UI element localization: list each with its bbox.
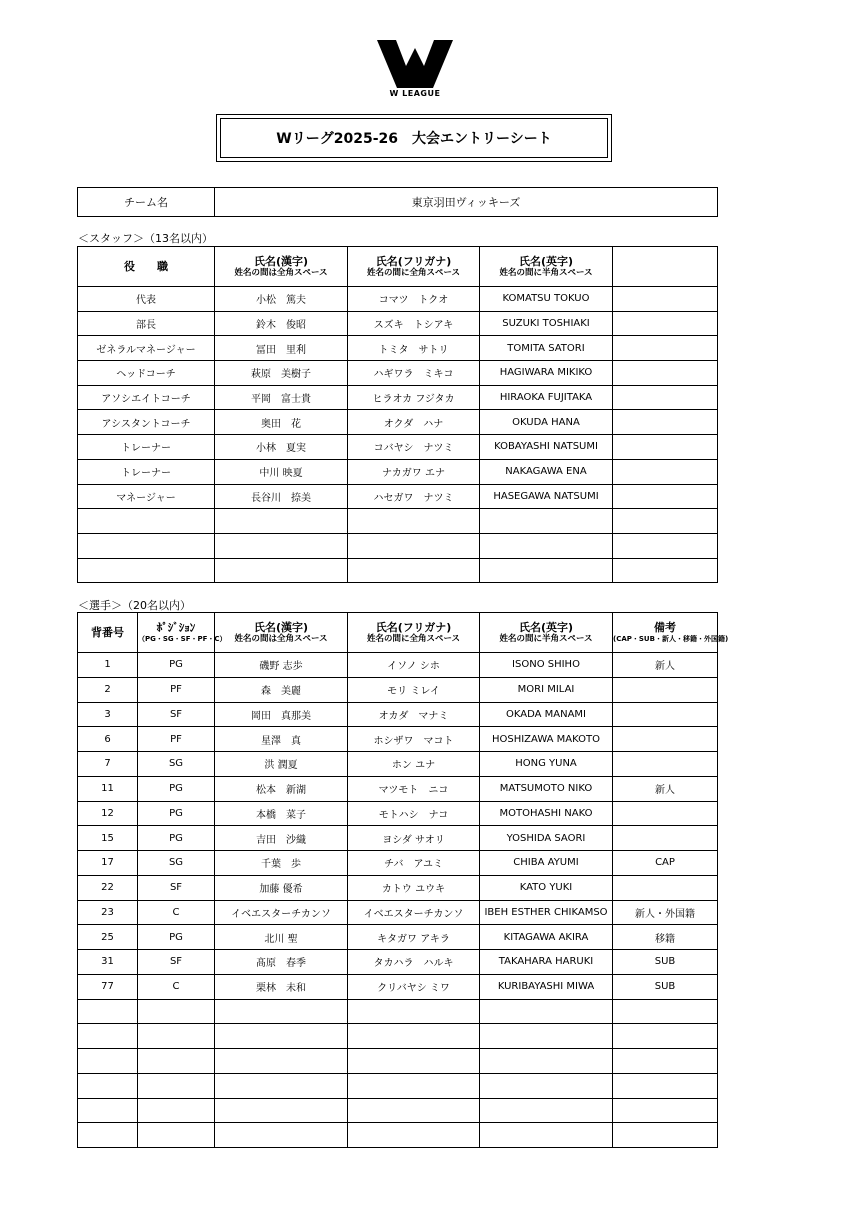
player-remarks: 新人・外国籍 (613, 900, 718, 925)
staff-row (78, 287, 718, 312)
player-number: 23 (78, 900, 138, 925)
player-name-kana: マツモト ニコ (348, 776, 480, 801)
staff-name-english (480, 509, 613, 534)
player-row (78, 1024, 718, 1049)
player-name-english (480, 1024, 613, 1049)
header-remarks: 備考 (CAP・SUB・新人・移籍・外国籍) (613, 613, 718, 653)
staff-extra (613, 435, 718, 460)
staff-name-kanji (215, 509, 348, 534)
player-position (138, 1049, 215, 1074)
staff-name-english: OKUDA HANA (480, 410, 613, 435)
header-kanji: 氏名(漢字) 姓名の間は全角スペース (215, 247, 348, 287)
header-position: ﾎﾟｼﾞｼｮﾝ （PG・SG・SF・PF・C） (138, 613, 215, 653)
header-kanji: 氏名(漢字) 姓名の間は全角スペース (215, 613, 348, 653)
staff-role (78, 558, 215, 583)
player-name-kanji: 北川 聖 (215, 925, 348, 950)
player-remarks (613, 875, 718, 900)
player-remarks: 新人 (613, 776, 718, 801)
player-name-kana: カトウ ユウキ (348, 875, 480, 900)
player-remarks (613, 1049, 718, 1074)
player-position: SF (138, 702, 215, 727)
staff-name-english (480, 533, 613, 558)
staff-extra (613, 311, 718, 336)
player-name-kana (348, 1098, 480, 1123)
player-row (78, 752, 718, 777)
staff-extra (613, 336, 718, 361)
player-row (78, 900, 718, 925)
staff-role: トレーナー (78, 435, 215, 460)
player-name-kana (348, 1024, 480, 1049)
header-number: 背番号 (78, 613, 138, 653)
player-name-kanji (215, 999, 348, 1024)
staff-role: マネージャー (78, 484, 215, 509)
staff-header-row (78, 247, 718, 287)
staff-role: ヘッドコーチ (78, 361, 215, 386)
page-title: Wリーグ2025-26 大会エントリーシート (220, 118, 608, 158)
player-number (78, 999, 138, 1024)
player-name-kanji: 千葉 歩 (215, 851, 348, 876)
players-header-row (78, 613, 718, 653)
player-name-kana: ヨシダ サオリ (348, 826, 480, 851)
team-label: チーム名 (78, 188, 215, 217)
staff-name-kana: ナカガワ エナ (348, 459, 480, 484)
staff-extra (613, 361, 718, 386)
player-name-kanji: 加藤 優希 (215, 875, 348, 900)
staff-name-kanji: 平岡 富士貴 (215, 385, 348, 410)
player-name-kanji: 森 美麗 (215, 677, 348, 702)
player-name-kana (348, 1073, 480, 1098)
player-name-kana: タカハラ ハルキ (348, 950, 480, 975)
player-name-english: MATSUMOTO NIKO (480, 776, 613, 801)
player-number (78, 1123, 138, 1148)
staff-name-kana: ヒラオカ フジタカ (348, 385, 480, 410)
staff-row (78, 336, 718, 361)
header-blank (613, 247, 718, 287)
player-remarks (613, 826, 718, 851)
staff-name-kana: コバヤシ ナツミ (348, 435, 480, 460)
player-number: 17 (78, 851, 138, 876)
player-remarks: SUB (613, 974, 718, 999)
player-remarks (613, 801, 718, 826)
staff-name-kana: オクダ ハナ (348, 410, 480, 435)
staff-name-kanji: 鈴木 俊昭 (215, 311, 348, 336)
staff-name-kana (348, 558, 480, 583)
staff-role: アシスタントコーチ (78, 410, 215, 435)
staff-name-kanji (215, 558, 348, 583)
player-row (78, 925, 718, 950)
player-remarks: CAP (613, 851, 718, 876)
player-number: 25 (78, 925, 138, 950)
player-name-kana: チバ アユミ (348, 851, 480, 876)
player-remarks (613, 727, 718, 752)
player-name-kanji: 栗林 未和 (215, 974, 348, 999)
player-name-kanji: 磯野 志歩 (215, 653, 348, 678)
player-remarks (613, 1123, 718, 1148)
staff-table (77, 246, 718, 583)
player-name-english: KATO YUKI (480, 875, 613, 900)
player-row (78, 702, 718, 727)
player-name-english: IBEH ESTHER CHIKAMSO (480, 900, 613, 925)
player-number: 31 (78, 950, 138, 975)
title-box (216, 114, 612, 162)
staff-name-kanji: 長谷川 捺美 (215, 484, 348, 509)
player-number (78, 1049, 138, 1074)
staff-row (78, 385, 718, 410)
player-name-kana (348, 999, 480, 1024)
player-row (78, 999, 718, 1024)
staff-row (78, 311, 718, 336)
player-remarks: SUB (613, 950, 718, 975)
player-name-kanji (215, 1123, 348, 1148)
header-kana: 氏名(フリガナ) 姓名の間に全角スペース (348, 247, 480, 287)
player-name-kanji (215, 1024, 348, 1049)
staff-caption: ＜スタッフ＞（13名以内） (78, 232, 213, 245)
player-name-english: HOSHIZAWA MAKOTO (480, 727, 613, 752)
staff-name-english: TOMITA SATORI (480, 336, 613, 361)
player-name-kanji (215, 1073, 348, 1098)
player-row (78, 974, 718, 999)
player-name-english (480, 1049, 613, 1074)
player-name-english: CHIBA AYUMI (480, 851, 613, 876)
player-position: PG (138, 801, 215, 826)
player-name-kana (348, 1049, 480, 1074)
player-remarks (613, 1098, 718, 1123)
player-position: PG (138, 925, 215, 950)
player-name-kanji (215, 1098, 348, 1123)
player-name-english (480, 1098, 613, 1123)
staff-row (78, 558, 718, 583)
staff-extra (613, 533, 718, 558)
staff-name-kana: スズキ トシアキ (348, 311, 480, 336)
staff-name-kana: コマツ トクオ (348, 287, 480, 312)
player-row (78, 1123, 718, 1148)
player-row (78, 677, 718, 702)
player-remarks (613, 752, 718, 777)
player-name-english: MOTOHASHI NAKO (480, 801, 613, 826)
player-name-kana: クリバヤシ ミワ (348, 974, 480, 999)
staff-name-kana: ハセガワ ナツミ (348, 484, 480, 509)
player-number: 22 (78, 875, 138, 900)
player-name-kanji: 岡田 真那美 (215, 702, 348, 727)
player-remarks: 新人 (613, 653, 718, 678)
w-logo-icon (377, 40, 453, 88)
staff-extra (613, 484, 718, 509)
player-name-english (480, 1073, 613, 1098)
staff-name-kanji: 小松 篤夫 (215, 287, 348, 312)
player-number (78, 1098, 138, 1123)
staff-name-english (480, 558, 613, 583)
staff-row (78, 361, 718, 386)
player-position: SF (138, 875, 215, 900)
staff-name-kanji: 奥田 花 (215, 410, 348, 435)
player-number: 7 (78, 752, 138, 777)
staff-row (78, 435, 718, 460)
player-name-english: OKADA MANAMI (480, 702, 613, 727)
player-row (78, 801, 718, 826)
staff-extra (613, 410, 718, 435)
staff-name-kana (348, 533, 480, 558)
player-name-kanji: 髙原 春季 (215, 950, 348, 975)
header-kana: 氏名(フリガナ) 姓名の間に全角スペース (348, 613, 480, 653)
logo-text: W LEAGUE (389, 89, 441, 98)
staff-extra (613, 385, 718, 410)
staff-role (78, 533, 215, 558)
player-name-kanji: 吉田 沙織 (215, 826, 348, 851)
player-position (138, 1123, 215, 1148)
player-name-english: MORI MILAI (480, 677, 613, 702)
player-remarks (613, 1024, 718, 1049)
player-position: PG (138, 776, 215, 801)
player-position: SG (138, 752, 215, 777)
player-number: 2 (78, 677, 138, 702)
staff-name-kanji: 冨田 里利 (215, 336, 348, 361)
players-caption: ＜選手＞（20名以内） (78, 599, 191, 612)
staff-row (78, 459, 718, 484)
player-row (78, 875, 718, 900)
player-number (78, 1024, 138, 1049)
staff-extra (613, 459, 718, 484)
player-name-english: KITAGAWA AKIRA (480, 925, 613, 950)
player-name-kana: ホシザワ マコト (348, 727, 480, 752)
player-remarks: 移籍 (613, 925, 718, 950)
player-position: C (138, 974, 215, 999)
player-remarks (613, 999, 718, 1024)
staff-name-english: NAKAGAWA ENA (480, 459, 613, 484)
player-row (78, 1098, 718, 1123)
staff-name-kanji: 萩原 美樹子 (215, 361, 348, 386)
player-number: 6 (78, 727, 138, 752)
player-row (78, 727, 718, 752)
staff-role (78, 509, 215, 534)
player-row (78, 851, 718, 876)
player-name-kana: キタガワ アキラ (348, 925, 480, 950)
player-remarks (613, 1073, 718, 1098)
staff-name-kana: トミタ サトリ (348, 336, 480, 361)
staff-name-english: SUZUKI TOSHIAKI (480, 311, 613, 336)
staff-role: トレーナー (78, 459, 215, 484)
header-english: 氏名(英字) 姓名の間に半角スペース (480, 247, 613, 287)
player-name-english (480, 1123, 613, 1148)
player-name-kanji: 松本 新湖 (215, 776, 348, 801)
staff-name-kanji: 小林 夏実 (215, 435, 348, 460)
player-name-kana: イベエスターチカンソ (348, 900, 480, 925)
player-name-english: TAKAHARA HARUKI (480, 950, 613, 975)
player-number: 1 (78, 653, 138, 678)
staff-extra (613, 558, 718, 583)
team-table (77, 187, 718, 217)
player-name-kanji: 星澤 真 (215, 727, 348, 752)
player-name-english: ISONO SHIHO (480, 653, 613, 678)
staff-name-kanji (215, 533, 348, 558)
player-position (138, 1098, 215, 1123)
player-row (78, 950, 718, 975)
player-position: SG (138, 851, 215, 876)
header-english: 氏名(英字) 姓名の間に半角スペース (480, 613, 613, 653)
player-name-english: HONG YUNA (480, 752, 613, 777)
staff-name-kana: ハギワラ ミキコ (348, 361, 480, 386)
player-row (78, 1049, 718, 1074)
player-position: PG (138, 826, 215, 851)
staff-name-english: HAGIWARA MIKIKO (480, 361, 613, 386)
player-name-english: KURIBAYASHI MIWA (480, 974, 613, 999)
player-position: PF (138, 727, 215, 752)
player-name-kanji: 洪 潤夏 (215, 752, 348, 777)
player-name-kanji: イベエスターチカンソ (215, 900, 348, 925)
player-name-kanji: 本橋 菜子 (215, 801, 348, 826)
player-name-kana (348, 1123, 480, 1148)
player-number: 3 (78, 702, 138, 727)
player-name-kana: イソノ シホ (348, 653, 480, 678)
player-position: PG (138, 653, 215, 678)
player-name-english (480, 999, 613, 1024)
team-name: 東京羽田ヴィッキーズ (215, 188, 718, 217)
player-number: 77 (78, 974, 138, 999)
staff-role: ゼネラルマネージャー (78, 336, 215, 361)
player-row (78, 826, 718, 851)
player-row (78, 776, 718, 801)
staff-extra (613, 287, 718, 312)
player-position (138, 1073, 215, 1098)
player-remarks (613, 702, 718, 727)
player-position: SF (138, 950, 215, 975)
player-position: C (138, 900, 215, 925)
staff-name-english: KOMATSU TOKUO (480, 287, 613, 312)
player-name-kana: モトハシ ナコ (348, 801, 480, 826)
player-position (138, 1024, 215, 1049)
staff-row (78, 410, 718, 435)
player-row (78, 653, 718, 678)
header-role: 役 職 (78, 247, 215, 287)
staff-name-english: HIRAOKA FUJITAKA (480, 385, 613, 410)
staff-row (78, 533, 718, 558)
player-position (138, 999, 215, 1024)
player-remarks (613, 677, 718, 702)
staff-name-english: HASEGAWA NATSUMI (480, 484, 613, 509)
staff-role: 代表 (78, 287, 215, 312)
player-name-kana: オカダ マナミ (348, 702, 480, 727)
player-name-kana: モリ ミレイ (348, 677, 480, 702)
staff-extra (613, 509, 718, 534)
player-name-kana: ホン ユナ (348, 752, 480, 777)
player-name-english: YOSHIDA SAORI (480, 826, 613, 851)
staff-row (78, 484, 718, 509)
staff-role: アソシエイトコーチ (78, 385, 215, 410)
staff-name-english: KOBAYASHI NATSUMI (480, 435, 613, 460)
player-row (78, 1073, 718, 1098)
player-position: PF (138, 677, 215, 702)
staff-role: 部長 (78, 311, 215, 336)
player-number: 12 (78, 801, 138, 826)
players-table (77, 612, 729, 1148)
player-number (78, 1073, 138, 1098)
w-league-logo (370, 40, 460, 106)
staff-name-kanji: 中川 映夏 (215, 459, 348, 484)
player-name-kanji (215, 1049, 348, 1074)
player-number: 11 (78, 776, 138, 801)
staff-row (78, 509, 718, 534)
staff-name-kana (348, 509, 480, 534)
player-number: 15 (78, 826, 138, 851)
